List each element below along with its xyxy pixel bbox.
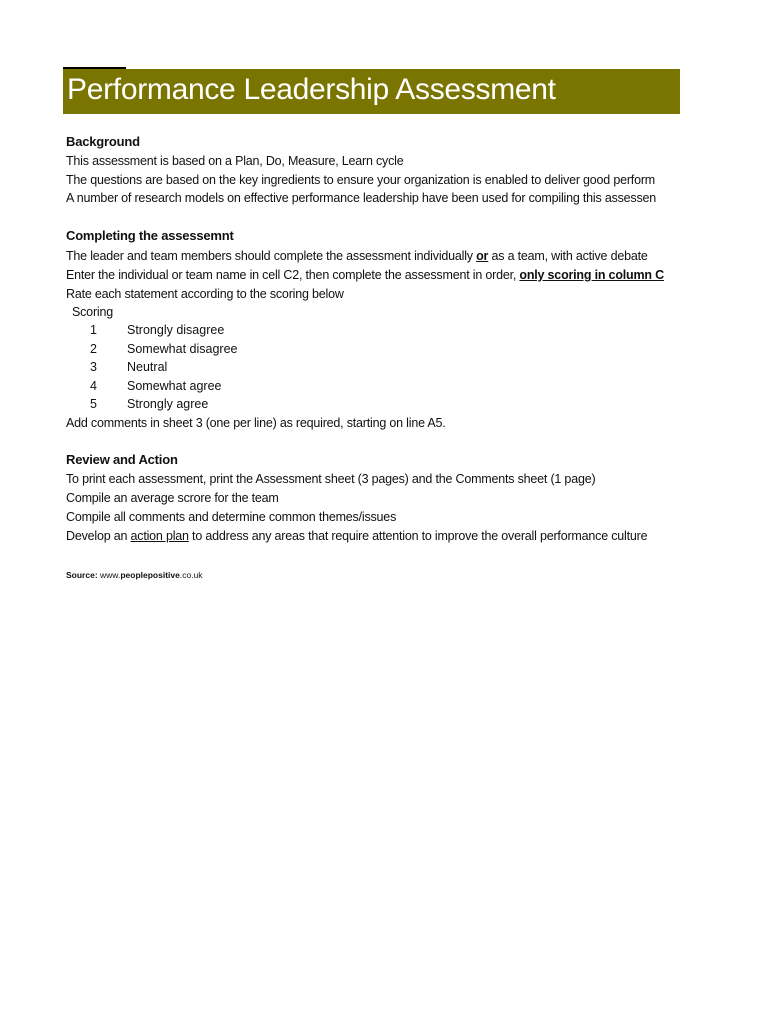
scoring-label: Scoring [72,305,113,319]
review-line-2: Compile an average scrore for the team [66,491,279,505]
completing-line-1-emphasis: or [476,249,489,263]
source-label: Source: [66,570,98,580]
score-label: Neutral [127,360,168,374]
source-url-prefix: www. [100,570,121,580]
background-line-3: A number of research models on effective performance leadership have been used for compiling this assessen [66,191,657,205]
score-number: 3 [90,360,97,374]
review-line-3: Compile all comments and determine common themes/issues [66,510,397,524]
score-label: Strongly agree [127,397,209,411]
source-url [100,570,203,580]
completing-line-2-emphasis: only scoring in column C [519,268,664,282]
review-line-4-post: to address any areas that require attention to improve the overall performance culture [188,529,648,543]
comments-instruction: Add comments in sheet 3 (one per line) as required, starting on line A5. [66,416,446,430]
background-line-2: The questions are based on the key ingredients to ensure your organization is enabled to deliver good perform [66,173,655,187]
action-plan-link: action plan [130,529,189,543]
review-heading: Review and Action [66,452,178,467]
page-title: Performance Leadership Assessment [67,73,556,106]
score-label: Somewhat agree [127,379,222,393]
completing-line-1 [66,247,648,265]
background-heading: Background [66,134,140,149]
score-number: 5 [90,397,97,411]
completing-line-1-pre: The leader and team members should complete the assessment individually [66,249,477,263]
completing-line-1-post: as a team, with active debate [488,249,648,263]
score-number: 1 [90,323,97,337]
score-number: 2 [90,342,97,356]
score-label: Somewhat disagree [127,342,238,356]
source-note [66,569,203,581]
completing-heading: Completing the assessemnt [66,228,234,243]
completing-line-2 [66,266,664,284]
review-line-4-pre: Develop an [66,529,131,543]
score-label: Strongly disagree [127,323,225,337]
review-line-4 [66,527,647,545]
background-line-1: This assessment is based on a Plan, Do, Measure, Learn cycle [66,154,404,168]
completing-line-3: Rate each statement according to the scoring below [66,287,344,301]
review-line-1: To print each assessment, print the Assessment sheet (3 pages) and the Comments sheet (1 page) [66,472,596,486]
source-url-suffix: .co.uk [179,570,203,580]
score-number: 4 [90,379,97,393]
source-url-domain: peoplepositive [120,570,180,580]
completing-line-2-pre: Enter the individual or team name in cell C2, then complete the assessment in order, [66,268,520,282]
